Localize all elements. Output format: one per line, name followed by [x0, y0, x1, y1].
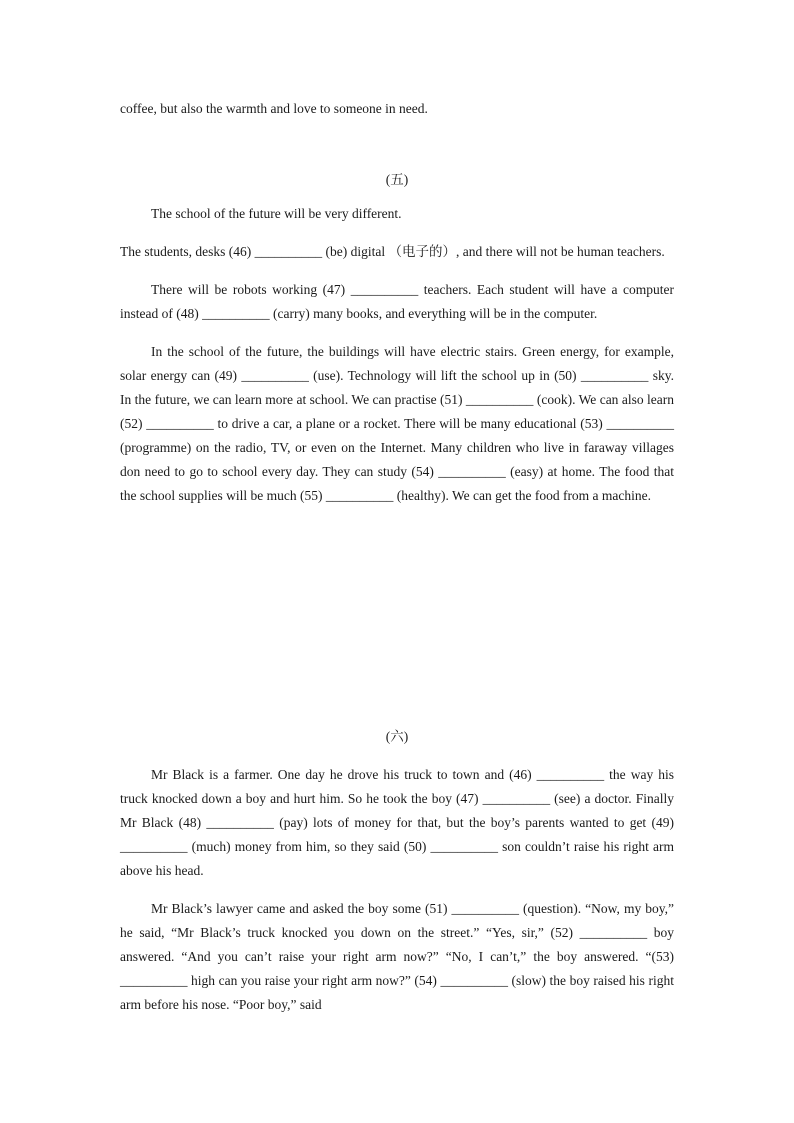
carry-over-text — [120, 97, 674, 121]
section-6-paragraph-2: Mr Black’s lawyer came and asked the boy some (51) __________ (question). “Now, my boy,” he said, “Mr Black’s truck knocked you down on the street.” “Yes, sir,” (52) __________ boy answered. “And you can’t raise your right arm now?” “No, I can’t,” the boy answered. “(53) __________ high can you raise your right arm now?” (54) __________ (slow) the boy raised his right arm before his nose. “Poor boy,” said — [120, 901, 674, 1012]
section-5-heading: (五) — [385, 172, 409, 187]
section-5-intro: The school of the future will be very different. — [151, 206, 402, 221]
section-6-heading: (六) — [385, 729, 409, 744]
section-6 — [120, 763, 674, 1017]
section-6-paragraph-1: Mr Black is a farmer. One day he drove his truck to town and (46) __________ the way his truck knocked down a boy and hurt him. So he took the boy (47) __________ (see) a doctor. Finally Mr Black (48) __________ (pay) lots of money for that, but the boy’s parents wanted to get (49) __________ (much) money from him, so they said (50) __________ son couldn’t raise his right arm above his head. — [120, 767, 674, 878]
section-5 — [120, 202, 674, 508]
section-5-paragraph-3: In the school of the future, the buildings will have electric stairs. Green energy, for example, solar energy can (49) __________ (use). Technology will lift the school up in (50) __________ sky. In the future, we can learn more at school. We can practise (51) __________ (cook). We can also learn (52) __________ to drive a car, a plane or a rocket. There will be many educational (53) __________ (programme) on the radio, TV, or even on the Internet. Many children who live in faraway villages don need to go to school every day. They can study (54) __________ (easy) at home. The food that the school supplies will be much (55) __________ (healthy). We can get the food from a machine. — [120, 344, 674, 503]
carry-over-paragraph: coffee, but also the warmth and love to someone in need. — [120, 101, 428, 116]
section-5-paragraph-2: There will be robots working (47) __________ teachers. Each student will have a computer instead of (48) __________ (carry) many books, and everything will be in the computer. — [120, 282, 674, 321]
section-5-paragraph-1: The students, desks (46) __________ (be) digital （电子的）, and there will not be human teachers. — [120, 244, 665, 259]
